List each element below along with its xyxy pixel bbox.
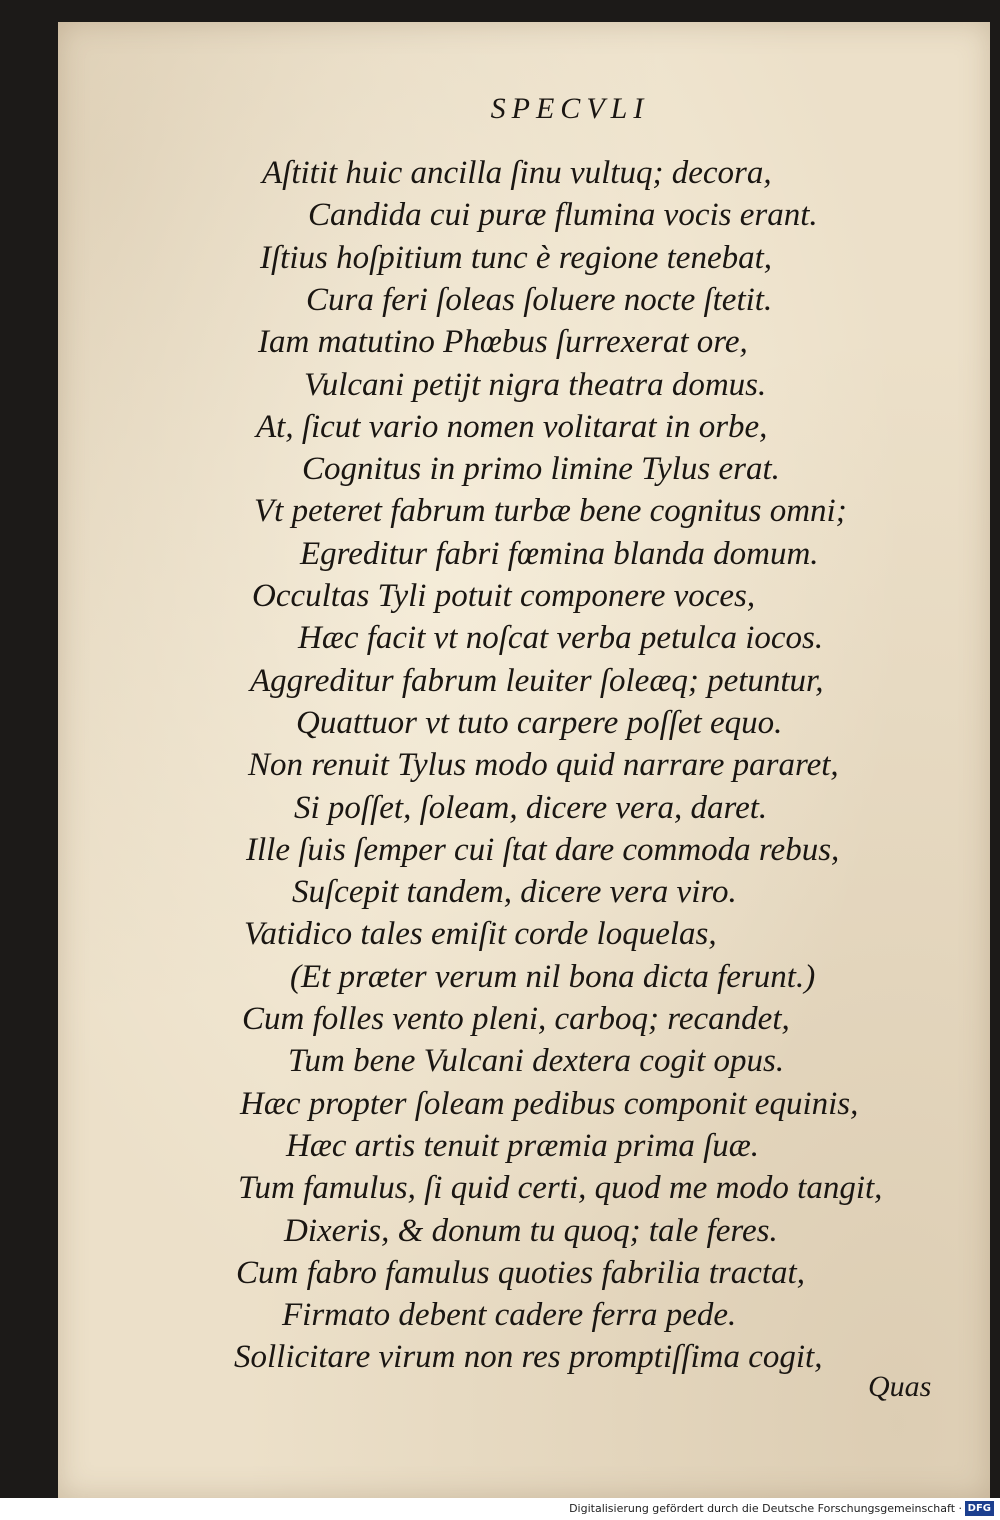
verse-line: At, ſicut vario nomen volitarat in orbe, [256,408,768,445]
dfg-logo: DFG [965,1501,994,1516]
verse-line: Occultas Tyli potuit componere voces, [252,578,756,614]
credit-text: Digitalisierung gefördert durch die Deutsche Forschungsgemeinschaft · [569,1502,962,1515]
verse-line: Tum bene Vulcani dextera cogit opus. [288,1043,785,1080]
verse-line: Egreditur fabri fœmina blanda domum. [300,535,819,572]
verse-line: Tum famulus, ſi quid certi, quod me modo tangit, [238,1170,883,1207]
running-head: SPECVLI [490,92,650,125]
verse-line: Cum fabro famulus quoties fabrilia tractat, [236,1254,805,1291]
verse-line: Suſcepit tandem, dicere vera viro. [292,874,737,911]
verse-line: Quattuor vt tuto carpere poſſet equo. [296,704,783,741]
verse-line: Cum folles vento pleni, carboq; recandet, [242,1001,790,1037]
verse-line: Dixeris, & donum tu quoq; tale feres. [284,1212,778,1249]
verse-line: Iam matutino Phœbus ſurrexerat ore, [258,324,748,361]
verse-line: Aſtitit huic ancilla ſinu vultuq; decora, [262,155,772,191]
verse-line: Sollicitare virum non res promptiſſima cogit, [234,1339,823,1376]
digitization-credit-bar [0,1498,1000,1520]
verse-line: Vatidico tales emiſit corde loquelas, [244,916,717,953]
verse-line: Vulcani petijt nigra theatra domus. [304,366,767,403]
verse-line: Firmato debent cadere ferra pede. [282,1297,737,1334]
verse-line: Cura feri ſoleas ſoluere nocte ſtetit. [306,281,773,318]
verse-line: Ille ſuis ſemper cui ſtat dare commoda rebus, [246,831,840,868]
verse-line: Candida cui puræ flumina vocis erant. [308,197,818,234]
verse-line: Cognitus in primo limine Tylus erat. [302,451,780,488]
verse-line: Si poſſet, ſoleam, dicere vera, daret. [294,789,768,826]
verse-line: (Et præter verum nil bona dicta ferunt.) [290,958,816,995]
verse-line: Hæc propter ſoleam pedibus componit equinis, [240,1085,859,1122]
catchword: Quas [868,1370,932,1403]
verse-line: Aggreditur fabrum leuiter ſoleæq; petuntur, [250,662,824,699]
verse-line: Hæc facit vt noſcat verba petulca iocos. [298,620,824,657]
verse-line: Vt peteret fabrum turbæ bene cognitus omni; [254,493,847,530]
verse-line: Non renuit Tylus modo quid narrare pararet, [248,747,839,784]
verse-line: Iſtius hoſpitium tunc è regione tenebat, [260,239,773,276]
verse-line: Hæc artis tenuit præmia prima ſuæ. [286,1127,760,1164]
